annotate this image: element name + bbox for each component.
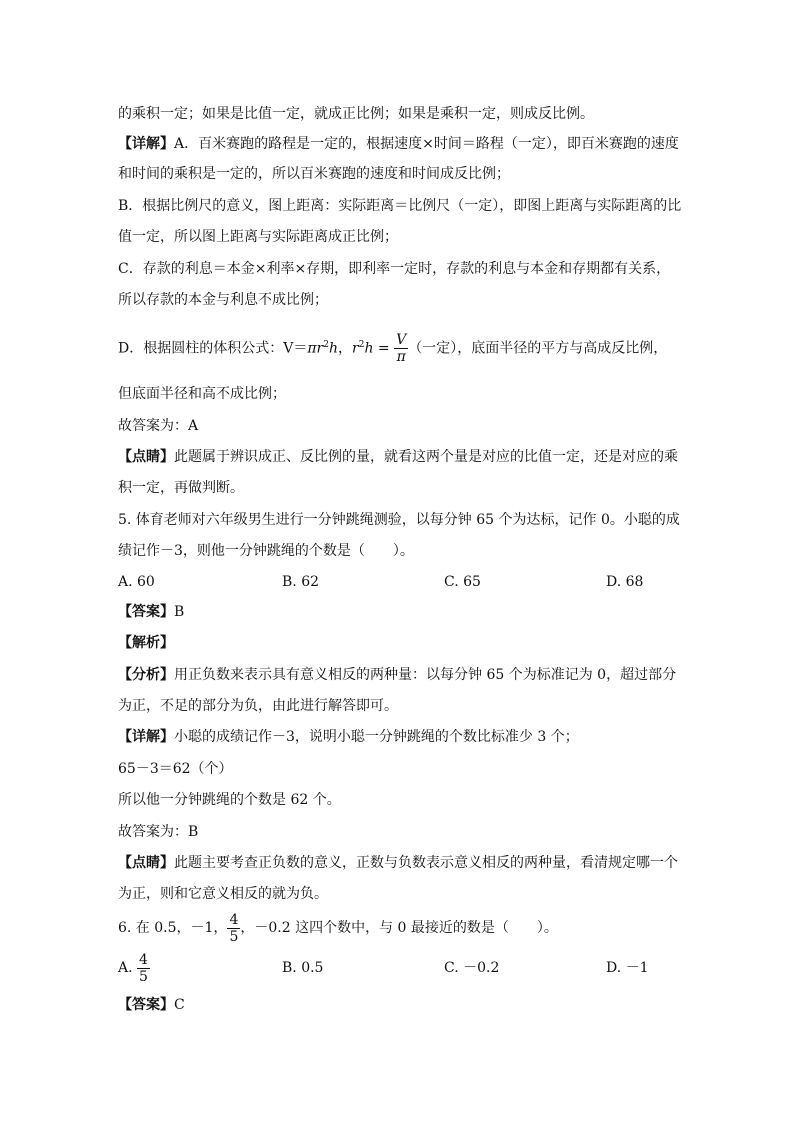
option-a: A. 60	[118, 574, 155, 590]
text-line	[118, 853, 678, 873]
fraction	[227, 912, 240, 945]
math-symbol: h	[364, 340, 374, 357]
math-exponent: 2	[323, 340, 329, 350]
question-stem: 5. 体育老师对六年级男生进行一分钟跳绳测验，以每分钟 65 个为达标，记作 0。小聪的成	[118, 512, 680, 528]
text-span: ，	[338, 340, 353, 357]
question-stem: 绩记作－3，则他一分钟跳绳的个数是（ ）。	[118, 543, 414, 559]
text-line: 所以他一分钟跳绳的个数是 62 个。	[118, 792, 341, 808]
text-span: 小聪的成绩记作－3，说明小聪一分钟跳绳的个数比标准少 3 个；	[174, 729, 579, 745]
text-line: 积一定，再做判断。	[118, 480, 244, 496]
text-line: B．根据比例尺的意义，图上距离：实际距离＝比例尺（一定），即图上距离与实际距离的比	[118, 198, 682, 214]
text-line	[118, 134, 679, 154]
math-symbol: r	[316, 340, 324, 357]
option-b: B. 0.5	[282, 960, 324, 976]
section-tag: 【点睛】	[118, 449, 174, 465]
math-equals: =	[373, 340, 395, 357]
text-line	[118, 665, 676, 685]
section-tag: 【分析】	[118, 667, 174, 683]
formula-line	[118, 328, 667, 366]
answer-line	[118, 602, 184, 622]
text-line: 故答案为：B	[118, 824, 199, 840]
option-label: A.	[118, 960, 133, 976]
question-stem	[118, 910, 558, 946]
text-line: 所以存款的本金与利息不成比例；	[118, 292, 328, 308]
fraction-numerator: 4	[229, 911, 239, 928]
section-tag: 【解析】	[118, 635, 174, 651]
option-c: C. 65	[444, 574, 481, 590]
section-tag: 【答案】	[118, 604, 174, 620]
text-span: A．百米赛跑的路程是一定的，根据速度×时间＝路程（一定），即百米赛跑的速度	[174, 136, 679, 152]
section-tag: 【详解】	[118, 136, 174, 152]
text-line	[118, 447, 678, 467]
fraction-denominator: π	[396, 349, 406, 366]
text-line: 和时间的乘积是一定的，所以百米赛跑的速度和时间成反比例；	[118, 166, 510, 182]
text-span: D．根据圆柱的体积公式：V＝	[118, 340, 308, 357]
section-tag: 【答案】	[118, 997, 174, 1013]
text-line: 为正，则和它意义相反的就为负。	[118, 886, 328, 902]
section-tag: 【点睛】	[118, 855, 174, 871]
fraction	[137, 952, 150, 985]
text-span: 此题主要考查正负数的意义，正数与负数表示意义相反的两种量，看清规定哪一个	[174, 855, 678, 871]
text-line: 的乘积一定；如果是比值一定，就成正比例；如果是乘积一定，则成反比例。	[118, 106, 594, 122]
text-line: 65－3＝62（个）	[118, 761, 233, 777]
math-symbol: h	[328, 340, 339, 357]
text-span: ，－0.2 这四个数中，与 0 最接近的数是（ ）。	[240, 920, 558, 936]
text-line: 但底面半径和高不成比例；	[118, 386, 286, 402]
answer-line	[118, 995, 185, 1015]
text-span: 此题属于辨识成正、反比例的量，就看这两个量是对应的比值一定，还是对应的乘	[174, 449, 678, 465]
text-line: 为正，不足的部分为负，由此进行解答即可。	[118, 698, 398, 714]
fraction-denominator: 5	[229, 928, 239, 945]
text-span: 6. 在 0.5，－1，	[118, 920, 228, 936]
math-symbol: r	[352, 340, 359, 357]
text-line: 值一定，所以图上距离与实际距离成正比例；	[118, 229, 398, 245]
option-b: B. 62	[282, 574, 320, 590]
fraction	[394, 332, 408, 365]
option-a	[118, 950, 150, 986]
section-tag: 【详解】	[118, 729, 174, 745]
math-symbol: π	[307, 340, 317, 357]
option-c: C. －0.2	[444, 960, 500, 976]
option-d: D. －1	[606, 960, 649, 976]
text-span: （一定），底面半径的平方与高成反比例，	[408, 340, 668, 357]
fraction-numerator: 4	[139, 951, 148, 968]
fraction-numerator: V	[396, 332, 407, 349]
answer-value: B	[174, 604, 185, 620]
text-line: C．存款的利息＝本金×利率×存期，即利率一定时，存款的利息与本金和存期都有关系，	[118, 261, 671, 277]
option-d: D. 68	[606, 574, 644, 590]
text-span: 用正负数来表示具有意义相反的两种量：以每分钟 65 个为标准记为 0，超过部分	[174, 667, 677, 683]
text-line	[118, 727, 579, 747]
math-exponent: 2	[358, 340, 365, 350]
text-line: 故答案为：A	[118, 418, 199, 434]
answer-value: C	[174, 997, 185, 1013]
fraction-denominator: 5	[139, 968, 148, 985]
